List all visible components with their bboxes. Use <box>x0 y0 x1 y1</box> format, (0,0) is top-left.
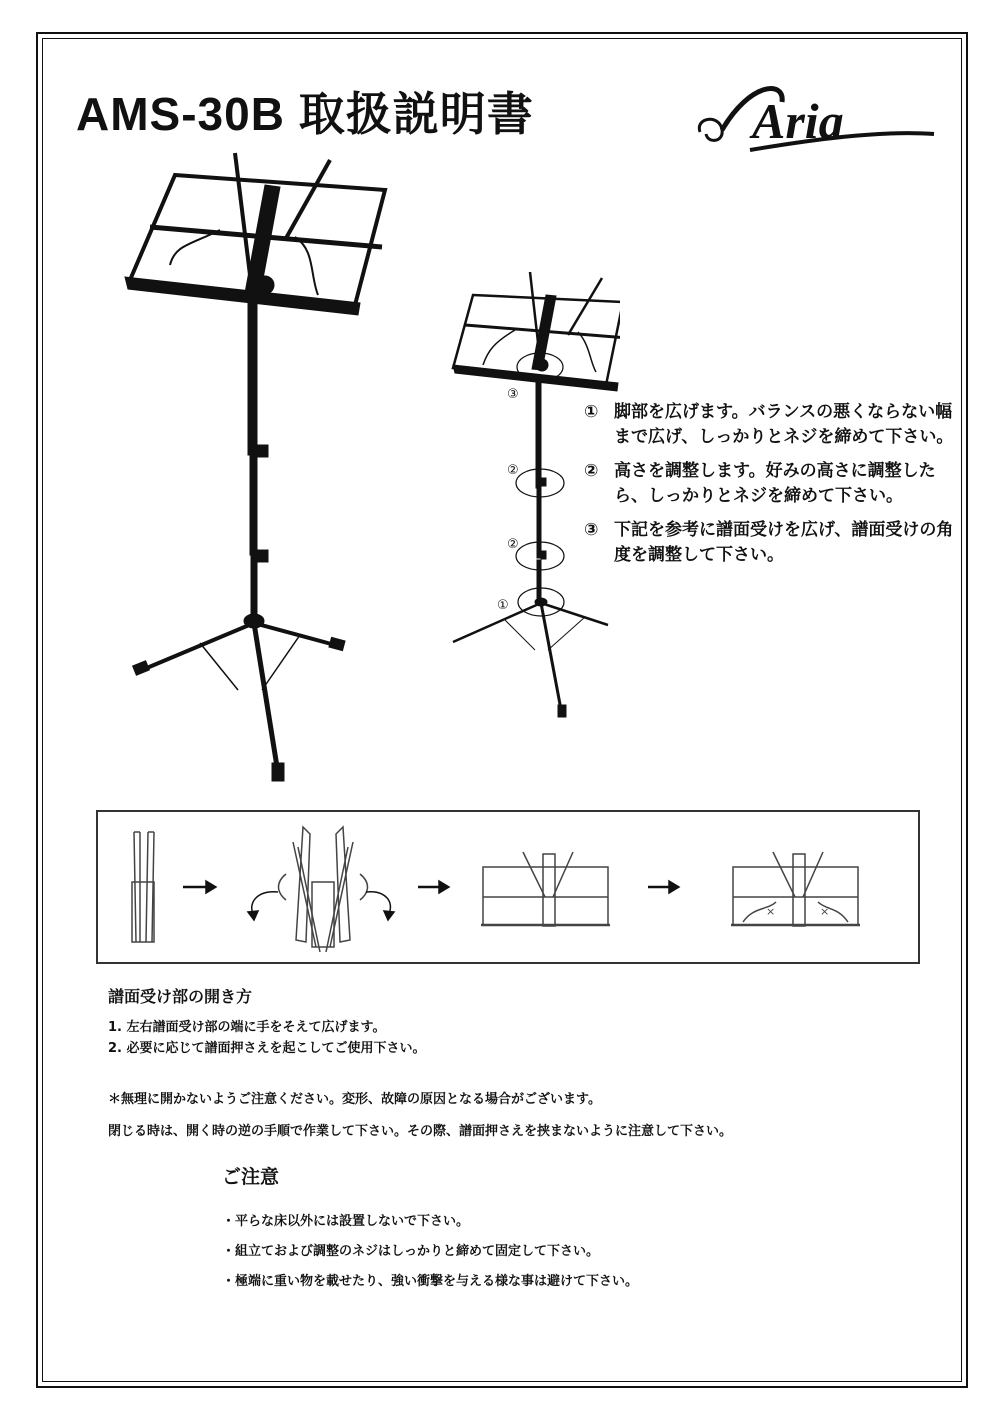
arrow-right-icon <box>183 881 216 893</box>
caution-list <box>222 1207 638 1297</box>
step-text: 下記を参考に譜面受けを広げ、譜面受けの角度を調整して下さい。 <box>614 520 954 565</box>
svg-text:×: × <box>820 905 830 918</box>
opening-desk-figure <box>248 827 394 952</box>
step-text: 脚部を広げます。バランスの悪くならない幅まで広げ、しっかりとネジを締めて下さい。 <box>614 402 954 447</box>
step-number: ② <box>584 461 599 481</box>
assembly-steps <box>584 400 954 577</box>
list-item: 1. 左右譜面受け部の端に手をそえて広げます。 <box>108 1020 386 1035</box>
step-item <box>584 400 954 450</box>
music-stand-illustration-large <box>120 145 390 785</box>
list-item: ・平らな床以外には設置しないで下さい。 <box>222 1214 470 1229</box>
arrow-right-icon <box>418 881 449 893</box>
desk-opening-diagram <box>96 810 920 964</box>
logo-text: Aria <box>752 93 844 149</box>
step-text: 高さを調整します。好みの高さに調整したら、しっかりとネジを締めて下さい。 <box>614 461 936 506</box>
caution-heading: ご注意 <box>222 1166 280 1188</box>
svg-text:×: × <box>766 905 776 918</box>
desk-section-heading: 譜面受け部の開き方 <box>108 987 253 1006</box>
list-item: 2. 必要に応じて譜面押さえを起こしてご使用下さい。 <box>108 1041 426 1056</box>
step-number: ③ <box>584 520 599 540</box>
list-item: ・組立ておよび調整のネジはしっかりと締めて固定して下さい。 <box>222 1244 600 1259</box>
stand-marker-2-lower: ② <box>507 537 519 552</box>
aria-logo <box>690 72 940 172</box>
arrow-right-icon <box>648 881 679 893</box>
stand-marker-1: ① <box>497 598 509 613</box>
opened-desk-figure <box>481 852 610 926</box>
stand-marker-2-upper: ② <box>507 463 519 478</box>
list-item: ・極端に重い物を載せたり、強い衝撃を与える様な事は避けて下さい。 <box>222 1274 639 1289</box>
closing-note: 閉じる時は、開く時の逆の手順で作業して下さい。その際、譜面押さえを挟まないように注意して下さい。 <box>108 1124 733 1139</box>
desk-with-page-holders-figure <box>731 852 860 926</box>
step-item <box>584 518 954 568</box>
step-item <box>584 459 954 509</box>
document-title: AMS-30B 取扱説明書 <box>76 88 534 140</box>
desk-opening-steps <box>108 1017 426 1059</box>
step-number: ① <box>584 402 599 422</box>
folded-desk-figure <box>132 832 154 942</box>
warning-note: ＊無理に開かないようご注意ください。変形、故障の原因となる場合がございます。 <box>108 1092 601 1107</box>
stand-marker-3: ③ <box>507 387 519 402</box>
